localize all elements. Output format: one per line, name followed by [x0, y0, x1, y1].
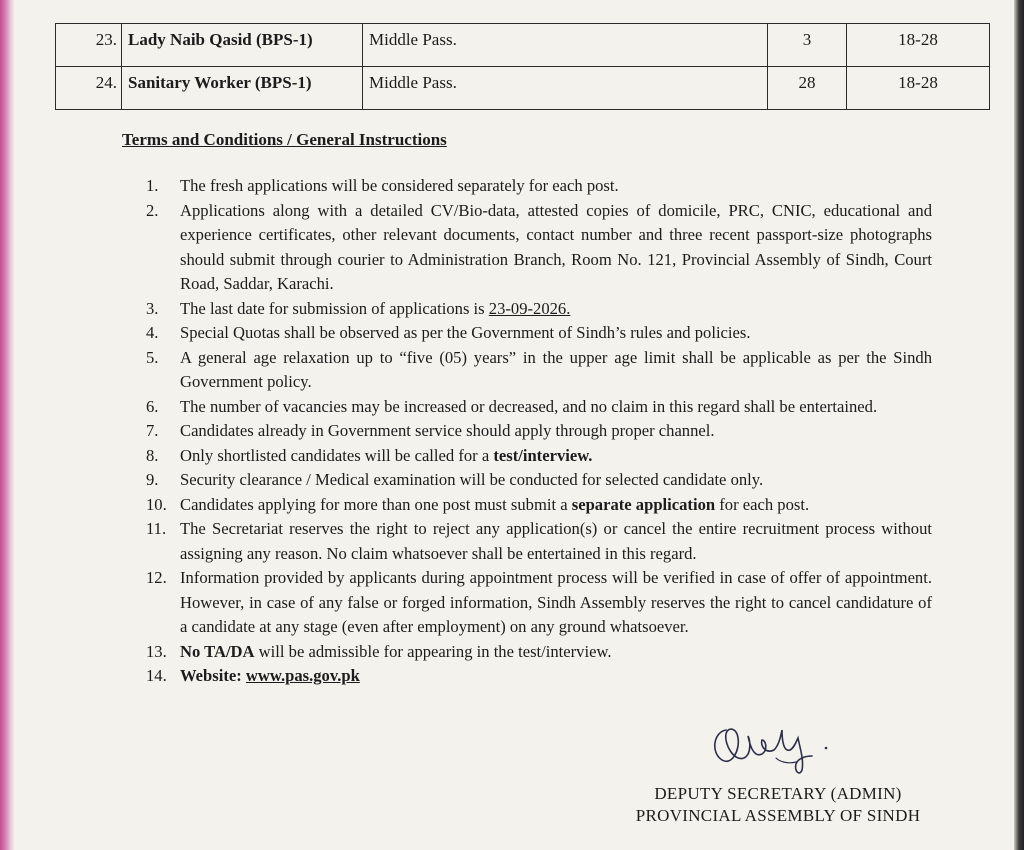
vacancy-count: 28 [768, 67, 847, 110]
item-text: Only shortlisted candidates will be called for a [180, 445, 494, 465]
item-number: 2. [146, 200, 159, 220]
item-text: Security clearance / Medical examination will be conducted for selected candidate only. [180, 470, 764, 489]
item-bold-text: Website: [180, 666, 242, 685]
item-number: 11. [146, 519, 167, 538]
item-number: 4. [146, 323, 159, 342]
item-text: The last date for submission of applications is [180, 298, 489, 318]
signatory-office: PROVINCIAL ASSEMBLY OF SINDH [635, 806, 921, 825]
item-number: 12. [146, 568, 167, 587]
signatory-designation: DEPUTY SECRETARY (ADMIN) [654, 784, 902, 803]
item-text: Information provided by applicants during appointment process will be verified in case of offer of appointment. However, in case of any false or forged information, Sindh Assembly reserves the right to cancel candidature of a candidate at any stage (even after employment) on any ground whatsoever. [180, 568, 932, 636]
item-number: 1. [146, 176, 159, 195]
serial-number: 24. [56, 67, 122, 110]
qualification: Middle Pass. [363, 24, 768, 67]
item-text: A general age relaxation up to “five (05) years” in the upper age limit shall be applicable as per the Sindh Government policy. [180, 347, 932, 391]
website-link[interactable]: www.pas.gov.pk [245, 666, 360, 685]
table-row [56, 67, 990, 110]
list-item [146, 517, 932, 566]
item-text: The Secretariat reserves the right to reject any application(s) or cancel the entire recruitment process without assigning any reason. No claim whatsoever shall be entertained in this regard. [180, 519, 932, 563]
item-number: 8. [146, 445, 159, 465]
list-item [146, 174, 932, 199]
item-text: Candidates applying for more than one post must submit a [180, 494, 572, 514]
qualification: Middle Pass. [363, 67, 768, 110]
terms-heading: Terms and Conditions / General Instructions [122, 130, 447, 149]
item-number: 5. [146, 347, 159, 367]
item-text: The fresh applications will be considered separately for each post. [180, 176, 619, 195]
item-number: 9. [146, 470, 159, 489]
item-number: 3. [146, 298, 159, 318]
signature-image [704, 700, 844, 780]
list-item [146, 468, 932, 493]
serial-number: 23. [56, 24, 122, 67]
list-item [146, 664, 932, 689]
item-number: 13. [146, 641, 167, 661]
document-page [14, 0, 1014, 850]
age-limit: 18-28 [847, 24, 990, 67]
item-text: Candidates already in Government service should apply through proper channel. [180, 421, 715, 440]
item-number: 10. [146, 494, 167, 514]
list-item [146, 395, 932, 420]
item-text: Special Quotas shall be observed as per the Government of Sindh’s rules and policies. [180, 323, 751, 342]
last-date: 23-09-2026. [488, 298, 571, 318]
list-item [146, 493, 932, 518]
item-number: 7. [146, 421, 159, 440]
post-name: Sanitary Worker (BPS-1) [122, 67, 363, 110]
item-number: 14. [146, 666, 167, 685]
list-item [146, 444, 932, 469]
page-edge-right [1014, 0, 1024, 850]
page-edge-left [0, 0, 14, 850]
list-item [146, 321, 932, 346]
age-limit: 18-28 [847, 67, 990, 110]
item-text: The number of vacancies may be increased or decreased, and no claim in this regard shall be entertained. [180, 396, 878, 416]
post-name: Lady Naib Qasid (BPS-1) [122, 24, 363, 67]
item-bold-text: separate application [571, 494, 716, 514]
signatory-block [618, 783, 938, 827]
item-number: 6. [146, 396, 159, 416]
item-bold-text: No TA/DA [180, 641, 255, 661]
terms-list [146, 174, 932, 689]
list-item [146, 566, 932, 640]
list-item [146, 346, 932, 395]
table-row [56, 24, 990, 67]
vacancy-count: 3 [768, 24, 847, 67]
item-text: Applications along with a detailed CV/Bio-data, attested copies of domicile, PRC, CNIC, educational and experience certificates, other relevant documents, contact number and three recent passport-size photographs should submit through courier to Administration Branch, Room No. 121, Provincial Assembly of Sindh, Court Road, Saddar, Karachi. [180, 200, 932, 293]
item-bold-text: test/interview. [493, 445, 593, 465]
list-item [146, 199, 932, 297]
item-text-after: for each post. [715, 494, 810, 514]
list-item [146, 640, 932, 665]
item-text: will be admissible for appearing in the test/interview. [254, 641, 612, 661]
list-item [146, 419, 932, 444]
vacancy-table [55, 23, 990, 110]
list-item [146, 297, 932, 322]
